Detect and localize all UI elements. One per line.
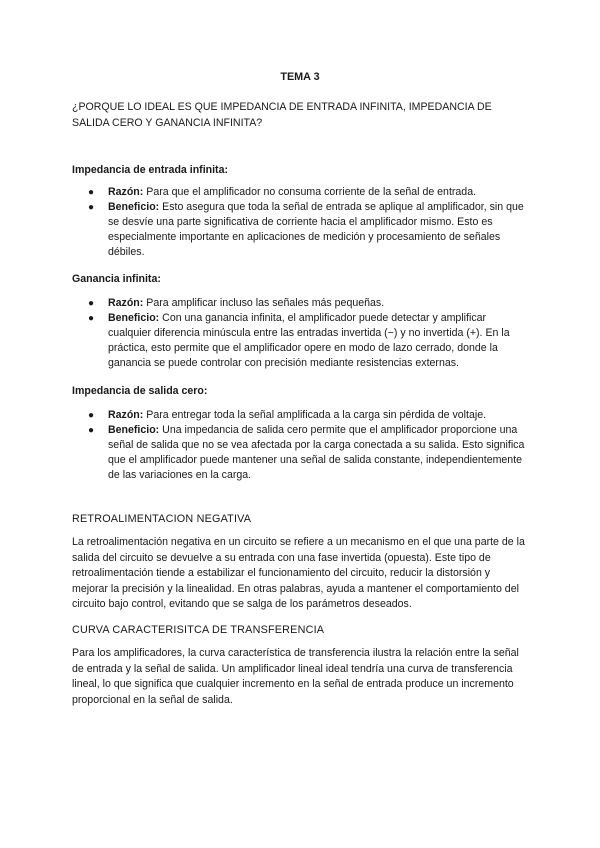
heading-input-impedance: Impedancia de entrada infinita: [72, 164, 228, 176]
heading-output-impedance: Impedancia de salida cero: [72, 385, 208, 397]
bullet-icon: ● [88, 298, 95, 309]
item-text: Para amplificar incluso las señales más pequeñas. [143, 297, 385, 309]
list-input-impedance [72, 185, 528, 260]
question-text: ¿PORQUE LO IDEAL ES QUE IMPEDANCIA DE ENTRADA INFINITA, IMPEDANCIA DE SALIDA CERO Y GANANCIA INFINITA? [72, 101, 492, 129]
item-label: Beneficio: [108, 424, 160, 436]
heading-infinite-gain: Ganancia infinita: [72, 273, 161, 285]
bullet-icon: ● [88, 410, 95, 421]
bullet-icon: ● [88, 313, 95, 324]
item-label: Beneficio: [108, 312, 160, 324]
item-label: Razón: [108, 297, 144, 309]
paragraph-feedback: La retroalimentación negativa en un circuito se refiere a un mecanismo en el que una parte de la salida del circuito se devuelve a su entrada con una fase invertida (opuesta). Este tipo de retroalimentación tiende a estabilizar el funcionamiento del circuito, reducir la distorsión y mejorar la precisión y la linealidad. En otras palabras, ayuda a mantener el comportamiento del circuito bajo control, evitando que se salga de los parámetros deseados. [72, 536, 525, 610]
list-item [72, 185, 528, 200]
paragraph-transfer: Para los amplificadores, la curva característica de transferencia ilustra la relación entre la señal de entrada y la señal de salida. Un amplificador lineal ideal tendría una curva de transferencia lineal, lo que significa que cualquier incremento en la señal de entrada produce un incremento proporcional en la señal de salida. [72, 647, 519, 706]
item-label: Razón: [108, 186, 144, 198]
item-text: Con una ganancia infinita, el amplificador puede detectar y amplificar cualquier diferencia minúscula entre las entradas invertida (−) y no invertida (+). En la práctica, esto permite que el amplificador opere en modo de lazo cerrado, donde la ganancia se puede controlar con precisión mediante resistencias externas. [108, 312, 510, 369]
list-item [72, 296, 528, 311]
item-text: Para entregar toda la señal amplificada a la carga sin pérdida de voltaje. [143, 409, 487, 421]
item-label: Razón: [108, 409, 144, 421]
page-title: TEMA 3 [280, 71, 320, 83]
bullet-icon: ● [88, 202, 95, 213]
list-infinite-gain [72, 296, 528, 371]
section-title-feedback: RETROALIMENTACION NEGATIVA [72, 513, 252, 525]
list-item [72, 311, 528, 371]
list-item [72, 408, 528, 423]
bullet-icon: ● [88, 187, 95, 198]
list-item [72, 200, 528, 260]
item-text: Una impedancia de salida cero permite que el amplificador proporcione una señal de salida que no se vea afectada por la carga conectada a su salida. Esto significa que el amplificador puede mantener una señal de salida constante, independientemente de las variaciones en la carga. [108, 424, 525, 481]
bullet-icon: ● [88, 425, 95, 436]
section-title-transfer: CURVA CARACTERISITCA DE TRANSFERENCIA [72, 624, 325, 636]
list-item [72, 423, 528, 483]
item-text: Para que el amplificador no consuma corriente de la señal de entrada. [143, 186, 477, 198]
item-label: Beneficio: [108, 201, 160, 213]
item-text: Esto asegura que toda la señal de entrada se aplique al amplificador, sin que se desvíe una parte significativa de corriente hacia el amplificador mismo. Esto es especialmente importante en aplicaciones de medición y procesamiento de señales débiles. [108, 201, 524, 258]
list-output-impedance [72, 408, 528, 483]
